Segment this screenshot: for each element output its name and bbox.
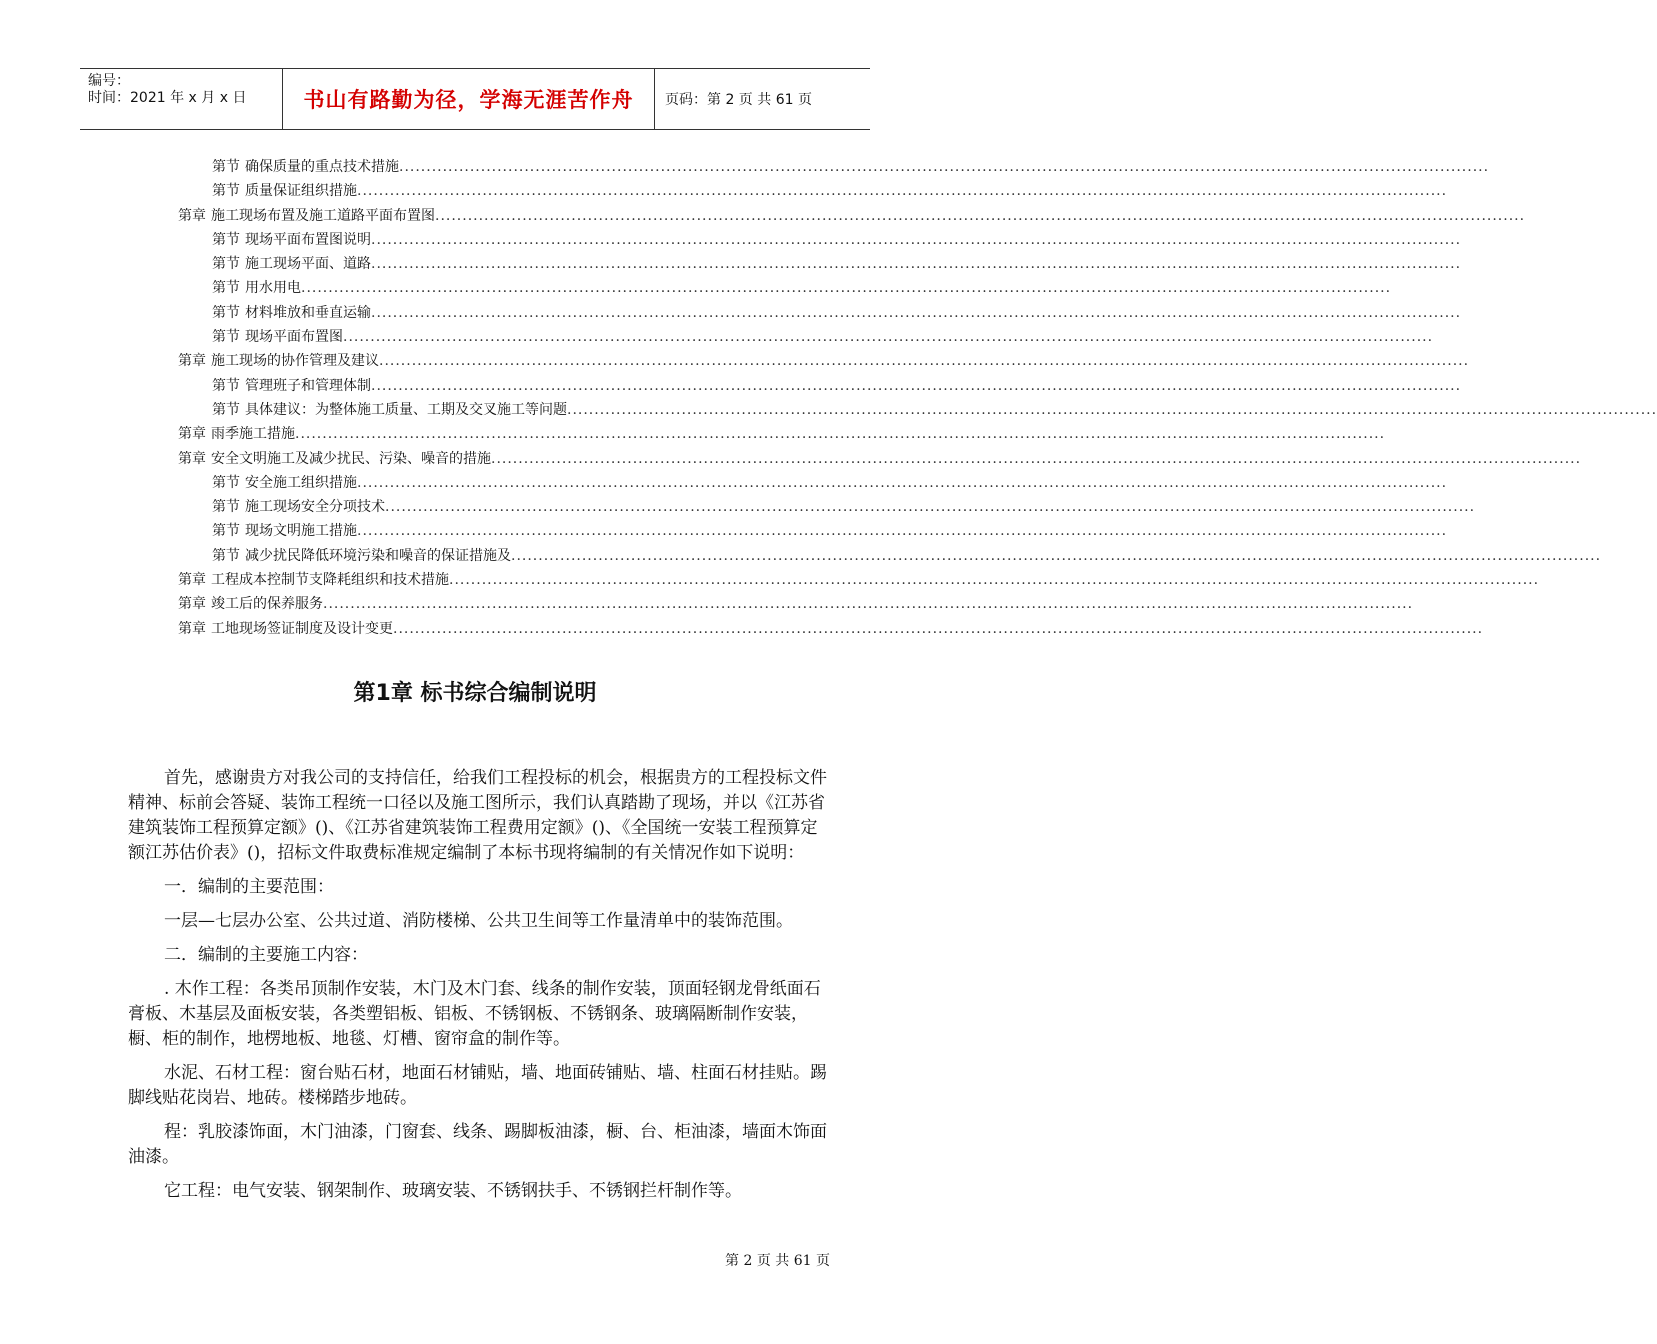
toc-entry-number: 第节 <box>212 280 240 297</box>
toc-entry-number: 第节 <box>212 523 240 540</box>
toc-entry-number: 第章 <box>178 596 206 613</box>
toc-entry-title: 现场文明施工措施 <box>245 523 357 540</box>
toc-entry-title: 确保质量的重点技术措施 <box>245 159 399 175</box>
toc-entry-number: 第节 <box>212 499 240 516</box>
page-header <box>80 68 870 130</box>
document-number-label: 编号： <box>88 73 130 89</box>
toc-entry-title: 雨季施工措施 <box>211 426 295 443</box>
toc-section-entry[interactable] <box>178 229 1462 253</box>
toc-entry-number: 第章 <box>178 353 206 370</box>
toc-entry-title: 材料堆放和垂直运输 <box>245 304 371 321</box>
toc-entry-number: 第节 <box>212 304 240 321</box>
toc-entry-title: 施工现场布置及施工道路平面布置图 <box>211 207 435 224</box>
toc-section-entry[interactable] <box>178 520 1448 544</box>
toc-leader-dots: ........................................................................................................................................................................................................ <box>357 523 1448 540</box>
toc-entry-title: 现场平面布置图说明 <box>245 231 371 248</box>
toc-leader-dots: ........................................................................................................................................................................................................ <box>399 159 1490 175</box>
toc-leader-dots: ........................................................................................................................................................................................................ <box>567 401 1657 418</box>
toc-leader-dots: ........................................................................................................................................................................................................ <box>379 353 1470 370</box>
toc-entry-title: 管理班子和管理体制 <box>245 377 371 394</box>
body-paragraph: . 木作工程：各类吊顶制作安装，木门及木门套、线条的制作安装，顶面轻钢龙骨纸面石膏板、木基层及面板安装，各类塑铝板、铝板、不锈钢板、不锈钢条、玻璃隔断制作安装，橱、柜的制作，地楞地板、地毯、灯槽、窗帘盒的制作等。 <box>128 979 821 1049</box>
toc-entry-title: 施工现场安全分项技术 <box>245 499 385 516</box>
table-of-contents <box>178 156 1657 642</box>
toc-entry-title: 减少扰民降低环境污染和噪音的保证措施及 <box>245 547 511 564</box>
toc-section-entry[interactable] <box>178 277 1392 301</box>
toc-entry-number: 第节 <box>212 329 240 346</box>
body-paragraph: 程：乳胶漆饰面，木门油漆，门窗套、线条、踢脚板油漆，橱、台、柜油漆，墙面木饰面油漆。 <box>128 1122 827 1167</box>
toc-entry-number: 第节 <box>212 183 240 200</box>
toc-section-entry[interactable] <box>178 326 1434 350</box>
body-paragraph: 首先，感谢贵方对我公司的支持信任，给我们工程投标的机会，根据贵方的工程投标文件精神、标前会答疑、装饰工程统一口径以及施工图所示，我们认真踏勘了现场，并以《江苏省建筑装饰工程预算定额》()、《江苏省建筑装饰工程费用定额》()、《全国统一安装工程预算定额江苏估价表》()，招标文件取费标准规定编制了本标书现将编制的有关情况作如下说明： <box>128 768 827 863</box>
toc-entry-title: 施工现场的协作管理及建议 <box>211 353 379 370</box>
document-date: 时间：2021 年 x 月 x 日 <box>88 90 247 106</box>
toc-leader-dots: ........................................................................................................................................................................................................ <box>295 426 1386 443</box>
toc-section-entry[interactable] <box>178 496 1476 520</box>
header-motto: 书山有路勤为径，学海无涯苦作舟 <box>283 69 655 129</box>
toc-section-entry[interactable] <box>178 180 1448 204</box>
toc-leader-dots: ........................................................................................................................................................................................................ <box>449 572 1540 589</box>
toc-entry-number: 第章 <box>178 620 206 637</box>
toc-chapter-entry[interactable] <box>178 593 1414 617</box>
toc-entry-title: 安全文明施工及减少扰民、污染、噪音的措施 <box>211 450 491 467</box>
toc-entry-number: 第章 <box>178 572 206 589</box>
toc-leader-dots: ........................................................................................................................................................................................................ <box>301 280 1392 297</box>
toc-entry-title: 工地现场签证制度及设计变更 <box>211 620 393 637</box>
toc-entry-number: 第节 <box>212 377 240 394</box>
toc-entry-title: 施工现场平面、道路 <box>245 256 371 273</box>
toc-entry-number: 第节 <box>212 159 240 175</box>
toc-chapter-entry[interactable] <box>178 569 1540 593</box>
toc-entry-number: 第章 <box>178 426 206 443</box>
toc-leader-dots: ........................................................................................................................................................................................................ <box>511 547 1602 564</box>
toc-leader-dots: ........................................................................................................................................................................................................ <box>357 474 1448 491</box>
header-meta <box>80 69 283 129</box>
toc-leader-dots: ........................................................................................................................................................................................................ <box>371 231 1462 248</box>
toc-section-entry[interactable] <box>178 545 1602 569</box>
header-page-number: 页码：第 2 页 共 61 页 <box>665 92 812 108</box>
toc-section-entry[interactable] <box>178 375 1462 399</box>
toc-entry-number: 第节 <box>212 231 240 248</box>
footer-page-number: 第 2 页 共 61 页 <box>725 1253 830 1269</box>
toc-entry-title: 工程成本控制节支降耗组织和技术措施 <box>211 572 449 589</box>
toc-leader-dots: ........................................................................................................................................................................................................ <box>371 377 1462 394</box>
toc-entry-number: 第章 <box>178 450 206 467</box>
toc-section-entry[interactable] <box>178 302 1462 326</box>
toc-leader-dots: ........................................................................................................................................................................................................ <box>323 596 1414 613</box>
toc-entry-title: 质量保证组织措施 <box>245 183 357 200</box>
toc-section-entry[interactable] <box>178 472 1448 496</box>
toc-section-entry[interactable] <box>178 399 1657 423</box>
body-paragraph: 一．编制的主要范围： <box>164 877 334 897</box>
toc-chapter-entry[interactable] <box>178 205 1526 229</box>
toc-leader-dots: ........................................................................................................................................................................................................ <box>393 620 1484 637</box>
toc-chapter-entry[interactable] <box>178 618 1484 642</box>
body-paragraph: 二．编制的主要施工内容： <box>164 945 368 965</box>
toc-entry-title: 具体建议：为整体施工质量、工期及交叉施工等问题 <box>245 401 567 418</box>
toc-entry-title: 用水用电 <box>245 280 301 297</box>
toc-leader-dots: ........................................................................................................................................................................................................ <box>371 304 1462 321</box>
toc-leader-dots: ........................................................................................................................................................................................................ <box>435 207 1526 224</box>
toc-chapter-entry[interactable] <box>178 423 1386 447</box>
toc-entry-number: 第节 <box>212 256 240 273</box>
toc-leader-dots: ........................................................................................................................................................................................................ <box>491 450 1582 467</box>
toc-entry-title: 安全施工组织措施 <box>245 474 357 491</box>
toc-entry-number: 第节 <box>212 401 240 418</box>
toc-entry-title: 竣工后的保养服务 <box>211 596 323 613</box>
toc-entry-number: 第节 <box>212 547 240 564</box>
toc-leader-dots: ........................................................................................................................................................................................................ <box>357 183 1448 200</box>
toc-section-entry[interactable] <box>178 253 1462 277</box>
chapter-title: 第1章 标书综合编制说明 <box>353 681 597 706</box>
body-paragraph: 它工程：电气安装、钢架制作、玻璃安装、不锈钢扶手、不锈钢拦杆制作等。 <box>164 1181 742 1201</box>
toc-chapter-entry[interactable] <box>178 448 1582 472</box>
body-paragraph: 一层—七层办公室、公共过道、消防楼梯、公共卫生间等工作量清单中的装饰范围。 <box>164 911 793 931</box>
toc-section-entry[interactable] <box>178 156 1490 180</box>
body-paragraph: 水泥、石材工程：窗台贴石材，地面石材铺贴，墙、地面砖铺贴、墙、柱面石材挂贴。踢脚线贴花岗岩、地砖。楼梯踏步地砖。 <box>128 1063 827 1108</box>
body-text <box>128 766 828 1213</box>
toc-entry-title: 现场平面布置图 <box>245 329 343 346</box>
toc-leader-dots: ........................................................................................................................................................................................................ <box>343 329 1434 346</box>
toc-entry-number: 第节 <box>212 474 240 491</box>
toc-chapter-entry[interactable] <box>178 350 1470 374</box>
toc-leader-dots: ........................................................................................................................................................................................................ <box>385 499 1476 516</box>
toc-entry-number: 第章 <box>178 207 206 224</box>
toc-leader-dots: ........................................................................................................................................................................................................ <box>371 256 1462 273</box>
